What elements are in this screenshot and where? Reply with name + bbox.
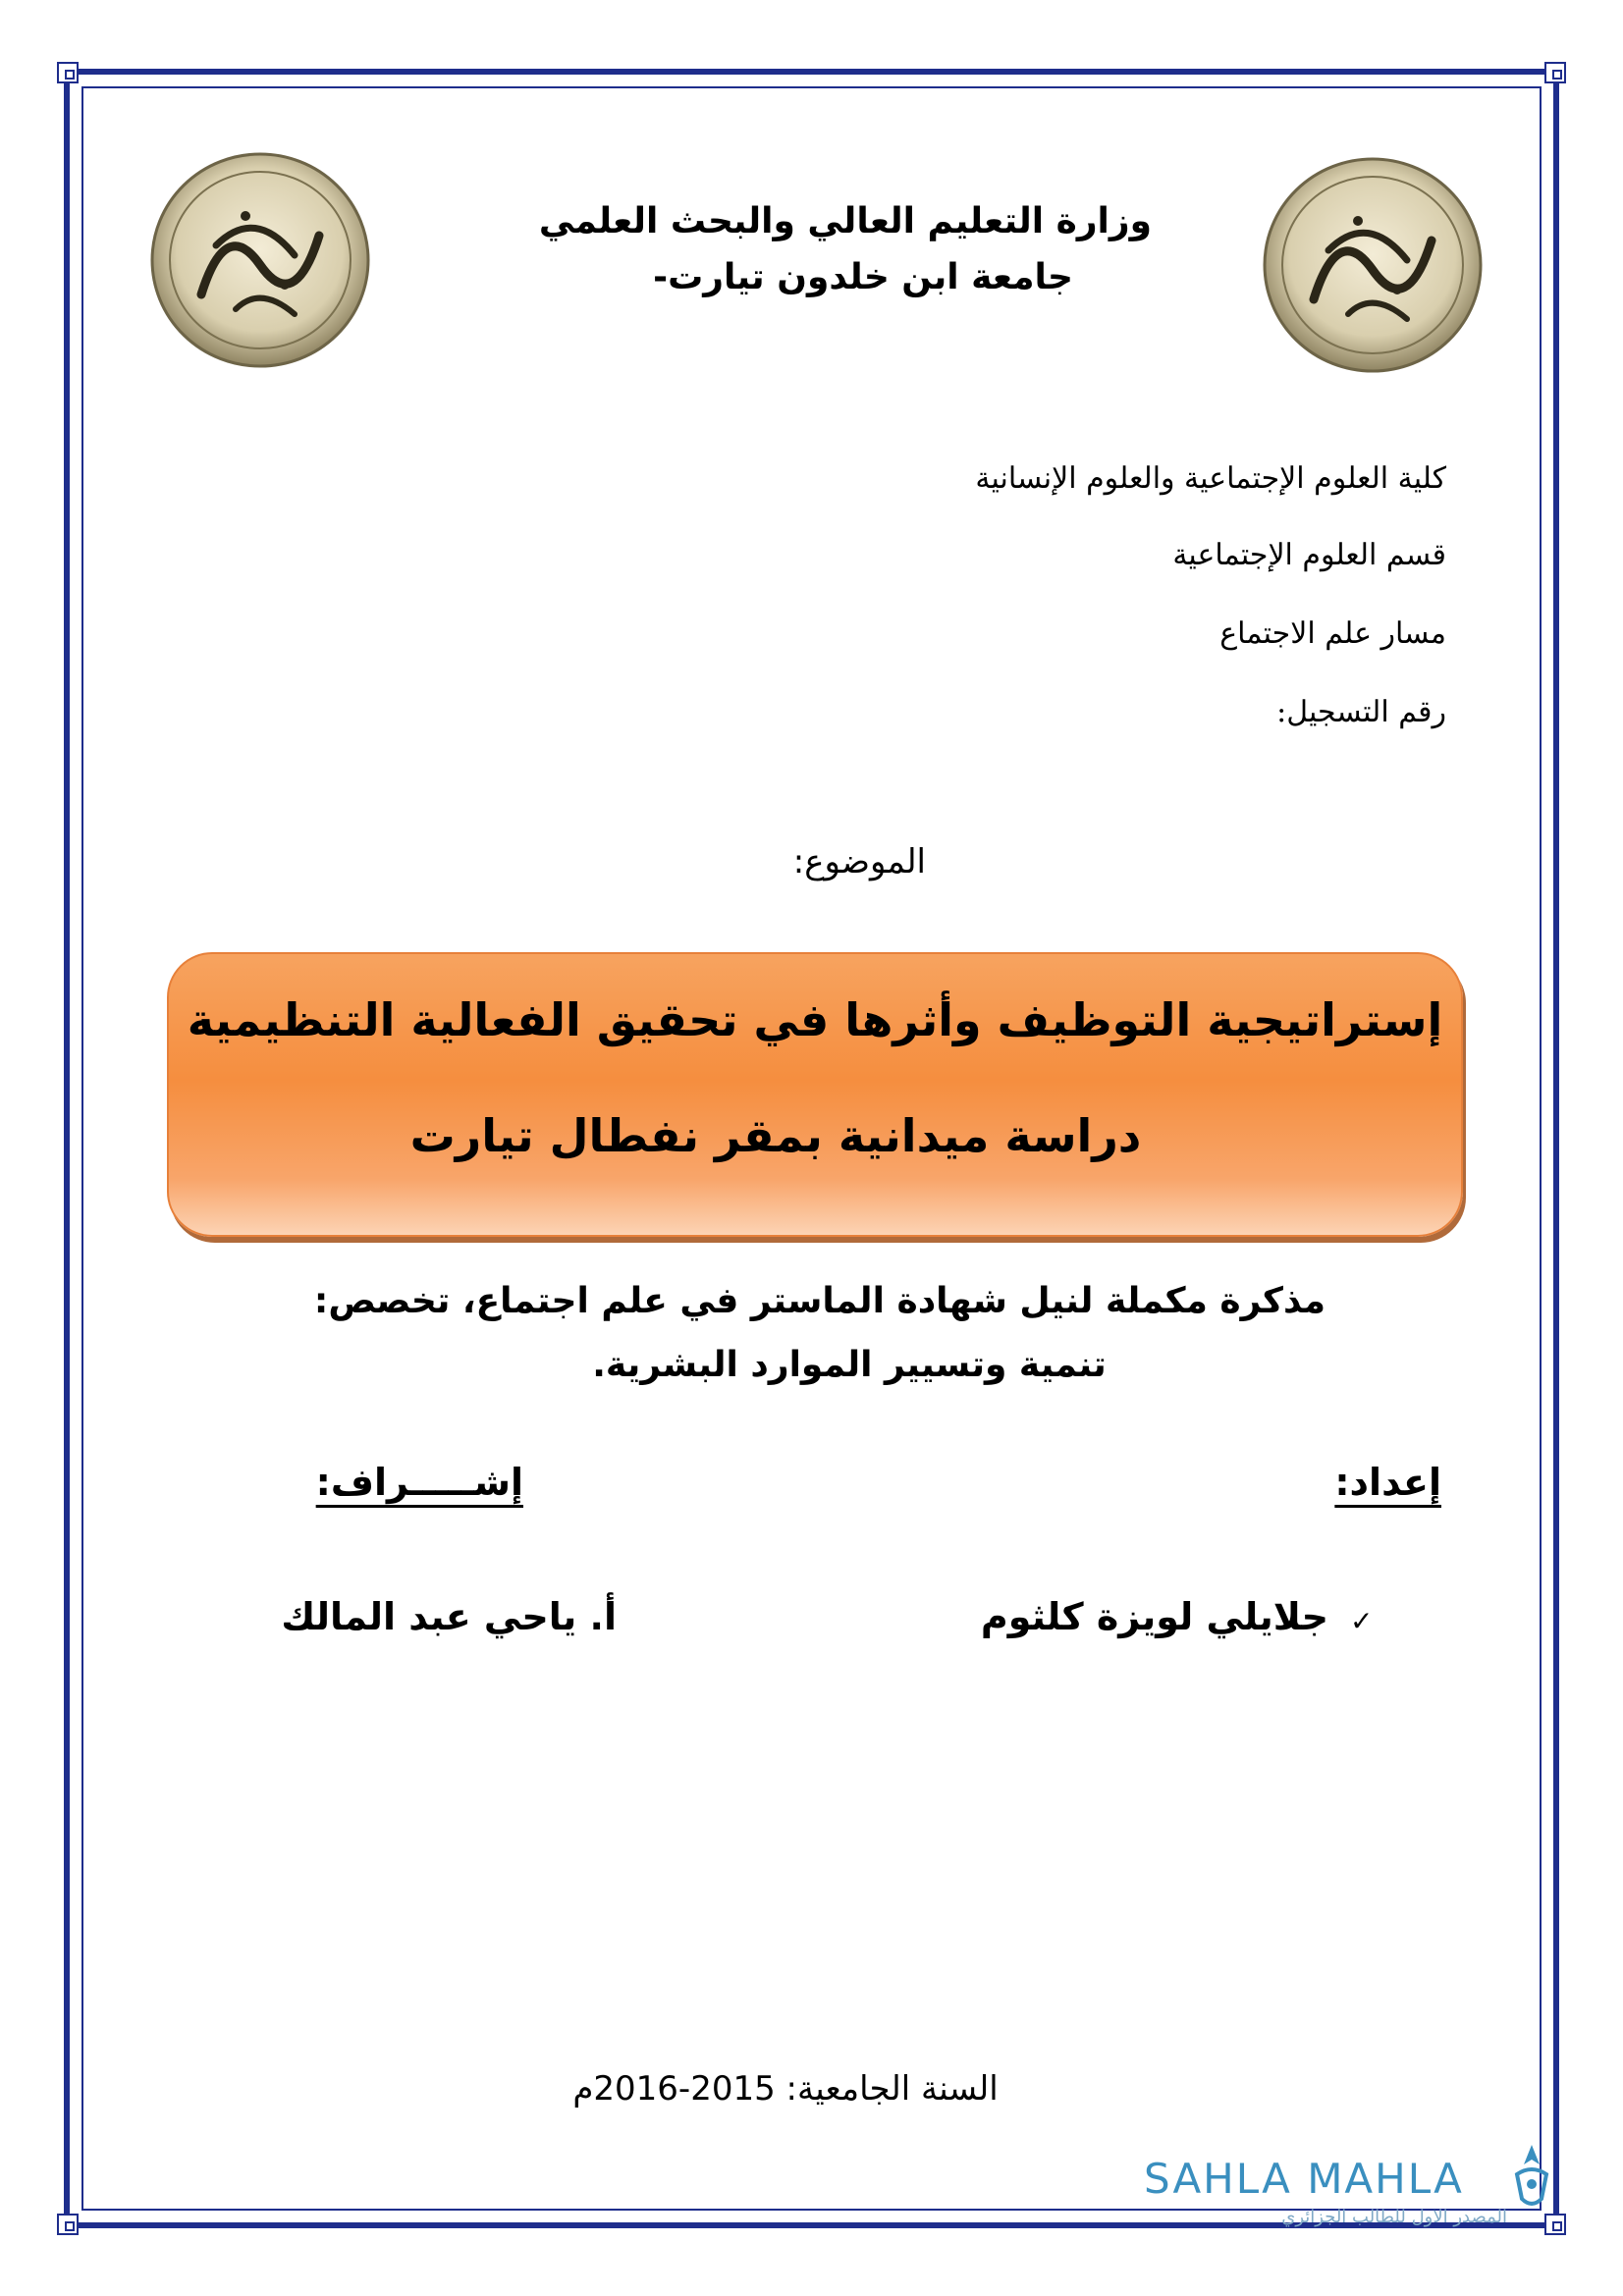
watermark-logo-icon: [1502, 2140, 1561, 2218]
university-name: جامعة ابن خلدون تيارت-: [653, 257, 1073, 297]
thesis-title-box: [167, 952, 1463, 1237]
university-seal-right: [1260, 152, 1486, 378]
track-name: مسار علم الاجتماع: [1219, 616, 1446, 651]
supervisor-name: أ. ياحي عبد المالك: [281, 1595, 617, 1638]
memo-description-line-2: تنمية وتسيير الموارد البشرية.: [592, 1345, 1107, 1385]
supervision-label: إشـــــراف:: [315, 1461, 523, 1504]
corner-ornament-top-right: [1544, 62, 1566, 83]
memo-description-line-1: مذكرة مكملة لنيل شهادة الماستر في علم اجتماع، تخصص:: [313, 1281, 1326, 1321]
academic-year: السنة الجامعية: 2015-2016م: [572, 2069, 999, 2109]
corner-ornament-bottom-left: [57, 2214, 79, 2235]
thesis-title-line-1: إستراتيجية التوظيف وأثرها في تحقيق الفعالية التنظيمية: [187, 993, 1443, 1046]
check-icon: ✓: [1350, 1605, 1374, 1637]
student-name: جلايلي لويزة كلثوم: [980, 1595, 1328, 1638]
watermark-brand: SAHLA MAHLA: [1144, 2155, 1464, 2203]
watermark-tagline: المصدر الاول للطالب الجزائري: [1281, 2207, 1507, 2227]
department-name: قسم العلوم الإجتماعية: [1172, 538, 1446, 572]
thesis-title-line-2: دراسة ميدانية بمقر نفطال تيارت: [409, 1109, 1142, 1162]
ministry-title: وزارة التعليم العالي والبحث العلمي: [538, 201, 1152, 241]
registration-number-label: رقم التسجيل:: [1276, 695, 1446, 729]
university-seal-left: [147, 147, 373, 373]
prepared-by-label: إعداد:: [1334, 1461, 1441, 1504]
corner-ornament-top-left: [57, 62, 79, 83]
subject-label: الموضوع:: [792, 842, 926, 881]
faculty-name: كلية العلوم الإجتماعية والعلوم الإنسانية: [975, 461, 1446, 496]
